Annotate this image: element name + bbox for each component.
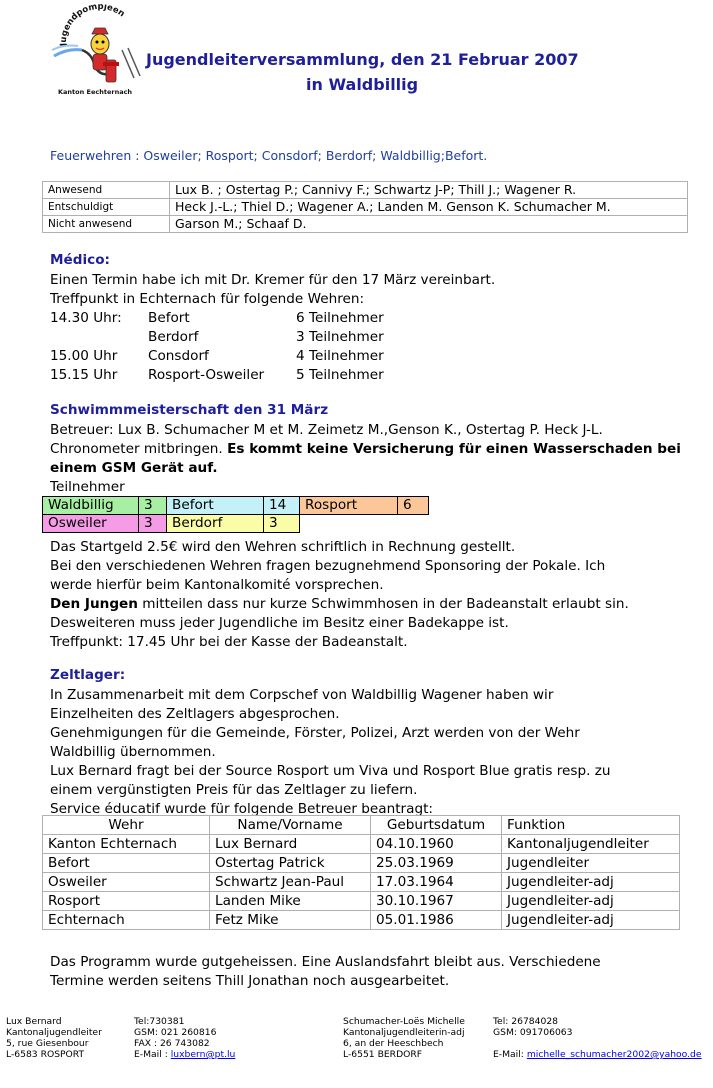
schwimm-text: Chronometer mitbringen.: [50, 441, 228, 457]
footer-phone-1: [134, 1016, 235, 1060]
team-name: Osweiler: [43, 515, 139, 533]
schedule-row: [50, 328, 495, 347]
table-cell: Kanton Echternach: [43, 835, 210, 854]
detail-line: Das Startgeld 2.5€ wird den Wehren schriftlich in Rechnung gestellt.: [50, 539, 516, 555]
footer-line: Lux Bernard: [6, 1016, 62, 1027]
table-cell: Rosport: [43, 892, 210, 911]
table-cell: Jugendleiter-adj: [502, 892, 680, 911]
detail-line: werde hierfür beim Kantonalkomité vorsprechen.: [50, 577, 384, 593]
table-row: [43, 182, 688, 199]
table-cell: 17.03.1964: [371, 873, 502, 892]
column-header: Name/Vorname: [210, 816, 371, 835]
detail-line: [50, 595, 629, 614]
table-row: [43, 854, 680, 873]
logo-text-bottom: Kanton Eechternach: [58, 88, 133, 96]
footer-line: Schumacher-Loës Michelle: [343, 1016, 465, 1027]
zelt-line: In Zusammenarbeit mit dem Corpschef von Waldbillig Wagener haben wir: [50, 687, 554, 703]
table-cell: 04.10.1960: [371, 835, 502, 854]
footer-phone-2: [493, 1016, 702, 1060]
attendance-key: Entschuldigt: [43, 199, 170, 216]
schwimm-heading: Schwimmmeisterschaft den 31 März: [50, 402, 329, 418]
footer-line: FAX : 26 743082: [134, 1038, 210, 1049]
staff-table: [42, 815, 680, 930]
schedule-count: 5 Teilnehmer: [296, 367, 384, 383]
attendance-value: Garson M.; Schaaf D.: [170, 216, 688, 233]
footer-line: GSM: 021 260816: [134, 1027, 217, 1038]
attendance-value: Lux B. ; Ostertag P.; Cannivy F.; Schwartz J-P; Thill J.; Wagener R.: [170, 182, 688, 199]
team-name: Befort: [167, 497, 264, 515]
detail-line: Bei den verschiedenen Wehren fragen bezugnehmend Sponsoring der Pokale. Ich: [50, 558, 606, 574]
detail-text: mitteilen dass nur kurze Schwimmhosen in der Badeanstalt erlaubt sin.: [137, 596, 629, 612]
medico-section: [50, 271, 495, 385]
page-subtitle: in Waldbillig: [306, 75, 419, 94]
table-row: [43, 835, 680, 854]
table-row: [43, 216, 688, 233]
schedule-row: [50, 347, 495, 366]
zelt-line: Einzelheiten des Zeltlagers abgesprochen.: [50, 706, 340, 722]
schedule-count: 3 Teilnehmer: [296, 329, 384, 345]
email-label: E-Mail :: [134, 1049, 171, 1060]
zelt-heading: Zeltlager:: [50, 667, 126, 683]
schwimm-line: [50, 459, 681, 478]
footer-line: L-6583 ROSPORT: [6, 1049, 85, 1060]
schwimm-section: [50, 421, 681, 497]
table-cell: Echternach: [43, 911, 210, 930]
zelt-line: Waldbillig übernommen.: [50, 744, 216, 760]
empty-cell: [300, 515, 398, 533]
detail-emphasis: Den Jungen: [50, 596, 138, 612]
email-label: E-Mail:: [493, 1049, 527, 1060]
table-row: [43, 873, 680, 892]
table-cell: 25.03.1969: [371, 854, 502, 873]
column-header: Geburtsdatum: [371, 816, 502, 835]
team-count: 14: [264, 497, 300, 515]
empty-cell: [398, 515, 429, 533]
table-row: [43, 515, 429, 533]
schwimm-line: [50, 440, 681, 459]
schedule-time: 15.00 Uhr: [50, 348, 118, 364]
footer-line: [134, 1049, 235, 1060]
team-name: Rosport: [300, 497, 398, 515]
attendance-table: [42, 181, 688, 233]
column-header: Funktion: [502, 816, 680, 835]
closing-section: [50, 953, 601, 991]
table-cell: Jugendleiter-adj: [502, 873, 680, 892]
schedule-count: 6 Teilnehmer: [296, 310, 384, 326]
footer-line: Kantonaljugendleiterin-adj: [343, 1027, 465, 1038]
attendance-value: Heck J.-L.; Thiel D.; Wagener A.; Landen M. Genson K. Schumacher M.: [170, 199, 688, 216]
team-count: 3: [139, 497, 167, 515]
table-cell: 30.10.1967: [371, 892, 502, 911]
email-link[interactable]: luxbern@pt.lu: [170, 1049, 236, 1060]
email-link[interactable]: michelle_schumacher2002@yahoo.de: [526, 1049, 702, 1060]
schedule-team: Berdorf: [148, 329, 199, 345]
table-cell: Osweiler: [43, 873, 210, 892]
table-cell: Ostertag Patrick: [210, 854, 371, 873]
zelt-line: einem vergünstigten Preis für das Zeltlager zu liefern.: [50, 782, 418, 798]
table-header-row: [43, 816, 680, 835]
participants-table: [42, 496, 429, 533]
detail-line: Treffpunkt: 17.45 Uhr bei der Kasse der Badeanstalt.: [50, 634, 408, 650]
schwimm-line: Betreuer: Lux B. Schumacher M et M. Zeimetz M.,Genson K., Ostertag P. Heck J-L.: [50, 422, 603, 438]
team-count: 6: [398, 497, 429, 515]
attendance-key: Anwesend: [43, 182, 170, 199]
table-cell: Befort: [43, 854, 210, 873]
schedule-team: Rosport-Osweiler: [148, 367, 265, 383]
schwimm-warning: einem GSM Gerät auf.: [50, 460, 218, 476]
table-cell: Schwartz Jean-Paul: [210, 873, 371, 892]
footer-line: 6, an der Heeschbech: [343, 1038, 444, 1049]
footer: [6, 1016, 706, 1066]
footer-line: 5, rue Giesenbour: [6, 1038, 89, 1049]
logo-text-top: Jugendpompjeen: [58, 4, 127, 47]
detail-line: Desweiteren muss jeder Jugendliche im Besitz einer Badekappe ist.: [50, 615, 509, 631]
table-cell: Jugendleiter-adj: [502, 911, 680, 930]
footer-line: [493, 1049, 702, 1060]
team-count: 3: [139, 515, 167, 533]
zelt-line: Genehmigungen für die Gemeinde, Förster, Polizei, Arzt werden von der Wehr: [50, 725, 580, 741]
team-name: Berdorf: [167, 515, 264, 533]
medico-heading: Médico:: [50, 252, 110, 268]
medico-line: Treffpunkt in Echternach für folgende Wehren:: [50, 291, 365, 307]
footer-line: Tel: 26784028: [493, 1016, 559, 1027]
zelt-section: [50, 686, 610, 819]
schedule-team: Consdorf: [148, 348, 209, 364]
table-cell: Fetz Mike: [210, 911, 371, 930]
schedule-team: Befort: [148, 310, 190, 326]
team-count: 3: [264, 515, 300, 533]
footer-contact-1: [6, 1016, 102, 1060]
feuerwehren-line: Feuerwehren : Osweiler; Rosport; Consdorf; Berdorf; Waldbillig;Befort.: [50, 148, 488, 163]
schwimm-line: Teilnehmer: [50, 479, 125, 495]
logo: [48, 4, 148, 98]
footer-line: GSM: 091706063: [493, 1027, 573, 1038]
table-cell: Lux Bernard: [210, 835, 371, 854]
schedule-time: 15.15 Uhr: [50, 367, 118, 383]
footer-contact-2: [343, 1016, 465, 1060]
footer-line: L-6551 BERDORF: [343, 1049, 423, 1060]
table-cell: Jugendleiter: [502, 854, 680, 873]
table-cell: Kantonaljugendleiter: [502, 835, 680, 854]
table-row: [43, 497, 429, 515]
team-name: Waldbillig: [43, 497, 139, 515]
medico-line: Einen Termin habe ich mit Dr. Kremer für den 17 März vereinbart.: [50, 272, 496, 288]
schwimm-details: [50, 538, 629, 652]
footer-line: Tel:730381: [134, 1016, 185, 1027]
closing-line: Das Programm wurde gutgeheissen. Eine Auslandsfahrt bleibt aus. Verschiedene: [50, 954, 601, 970]
zelt-line: Lux Bernard fragt bei der Source Rosport um Viva und Rosport Blue gratis resp. zu: [50, 763, 611, 779]
schedule-row: [50, 309, 495, 328]
schedule-count: 4 Teilnehmer: [296, 348, 384, 364]
firefighter-mascot-icon: [48, 4, 148, 98]
schedule-row: [50, 366, 495, 385]
page-title: Jugendleiterversammlung, den 21 Februar 2007: [146, 50, 579, 69]
column-header: Wehr: [43, 816, 210, 835]
schedule-time: 14.30 Uhr:: [50, 310, 122, 326]
footer-line: [493, 1038, 702, 1049]
table-row: [43, 892, 680, 911]
table-cell: Landen Mike: [210, 892, 371, 911]
closing-line: Termine werden seitens Thill Jonathan noch ausgearbeitet.: [50, 973, 450, 989]
footer-line: Kantonaljugendleiter: [6, 1027, 102, 1038]
table-cell: 05.01.1986: [371, 911, 502, 930]
table-row: [43, 199, 688, 216]
schedule-time: [50, 328, 148, 347]
zelt-line: Service éducatif wurde für folgende Betreuer beantragt:: [50, 801, 433, 817]
attendance-key: Nicht anwesend: [43, 216, 170, 233]
schwimm-warning: Es kommt keine Versicherung für einen Wasserschaden bei: [227, 441, 681, 457]
table-row: [43, 911, 680, 930]
